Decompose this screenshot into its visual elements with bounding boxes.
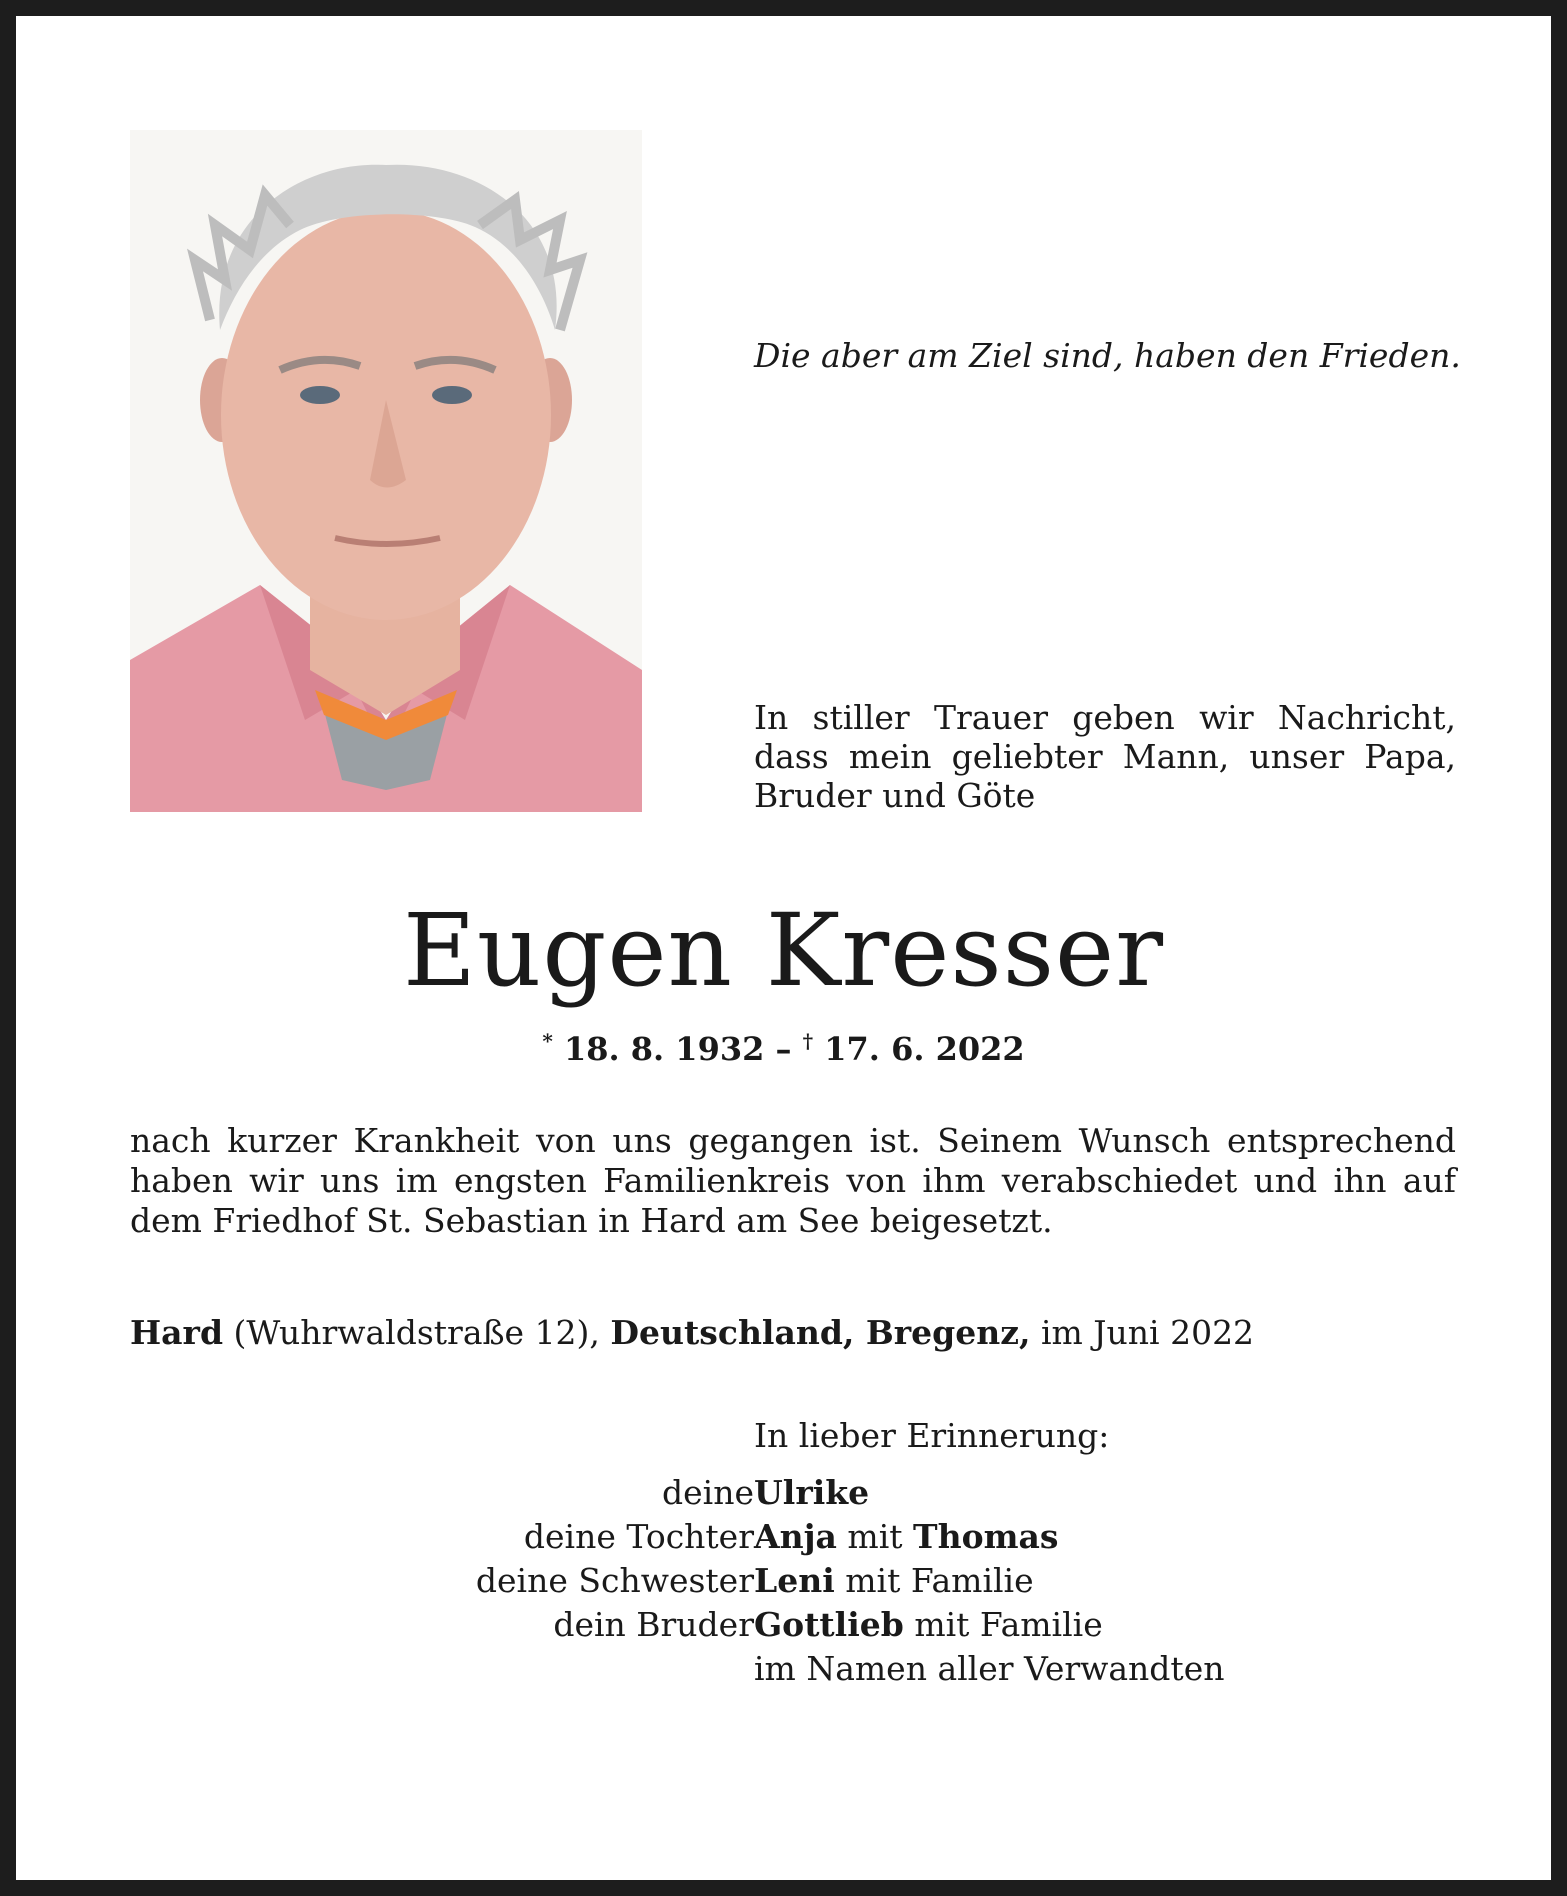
memory-heading: In lieber Erinnerung: bbox=[754, 1416, 1110, 1455]
deceased-name: Eugen Kresser bbox=[402, 892, 1165, 1009]
family-relation: dein Bruder bbox=[553, 1605, 754, 1644]
death-symbol: † bbox=[802, 1029, 814, 1053]
family-member bbox=[754, 1603, 1103, 1647]
family-connector: mit bbox=[836, 1517, 914, 1556]
family-list bbox=[16, 1471, 1551, 1691]
portrait-photo bbox=[130, 130, 642, 812]
date-separator: – bbox=[775, 1030, 792, 1068]
place-and-date bbox=[130, 1313, 1254, 1353]
family-suffix: mit Familie bbox=[903, 1605, 1103, 1644]
family-member bbox=[754, 1559, 1034, 1603]
family-name: Anja bbox=[754, 1517, 837, 1556]
body-line: haben wir uns im engsten Familienkreis von ihm verabschiedet und ihn auf bbox=[130, 1161, 1456, 1200]
birth-symbol: * bbox=[542, 1029, 553, 1053]
body-line: nach kurzer Krankheit von uns gegangen ist. Seinem Wunsch entsprechend bbox=[130, 1121, 1456, 1160]
family-row bbox=[16, 1603, 1551, 1647]
place-others: Deutschland, Bregenz, bbox=[610, 1313, 1031, 1352]
family-row bbox=[16, 1559, 1551, 1603]
family-name: Ulrike bbox=[754, 1473, 870, 1512]
family-name-secondary: Thomas bbox=[913, 1517, 1059, 1556]
family-row bbox=[16, 1471, 1551, 1515]
place-date: im Juni 2022 bbox=[1030, 1313, 1255, 1352]
place-address: (Wuhrwaldstraße 12), bbox=[223, 1313, 611, 1352]
birth-date: 18. 8. 1932 bbox=[563, 1030, 765, 1068]
announcement-paragraph bbox=[130, 1121, 1456, 1241]
intro-line: dass mein geliebter Mann, unser Papa, bbox=[754, 737, 1456, 776]
intro-line: Bruder und Göte bbox=[754, 776, 1036, 815]
family-suffix: mit Familie bbox=[834, 1561, 1034, 1600]
family-closing: im Namen aller Verwandten bbox=[754, 1649, 1225, 1688]
family-name: Leni bbox=[754, 1561, 835, 1600]
intro-line: In stiller Trauer geben wir Nachricht, bbox=[754, 698, 1456, 737]
body-line: dem Friedhof St. Sebastian in Hard am See beigesetzt. bbox=[130, 1201, 1053, 1240]
death-date: 17. 6. 2022 bbox=[824, 1030, 1025, 1068]
family-name: Gottlieb bbox=[754, 1605, 904, 1644]
family-relation: deine bbox=[662, 1473, 754, 1512]
family-row bbox=[16, 1647, 1551, 1691]
family-member bbox=[754, 1515, 1058, 1559]
place-town: Hard bbox=[130, 1313, 224, 1352]
epitaph-quote: Die aber am Ziel sind, haben den Frieden. bbox=[754, 336, 1461, 375]
life-dates bbox=[16, 1021, 1551, 1069]
family-row bbox=[16, 1515, 1551, 1559]
portrait-illustration bbox=[130, 130, 642, 812]
family-relation: deine Tochter bbox=[523, 1517, 754, 1556]
intro-paragraph bbox=[754, 698, 1456, 815]
family-relation: deine Schwester bbox=[475, 1561, 754, 1600]
family-member bbox=[754, 1471, 869, 1515]
